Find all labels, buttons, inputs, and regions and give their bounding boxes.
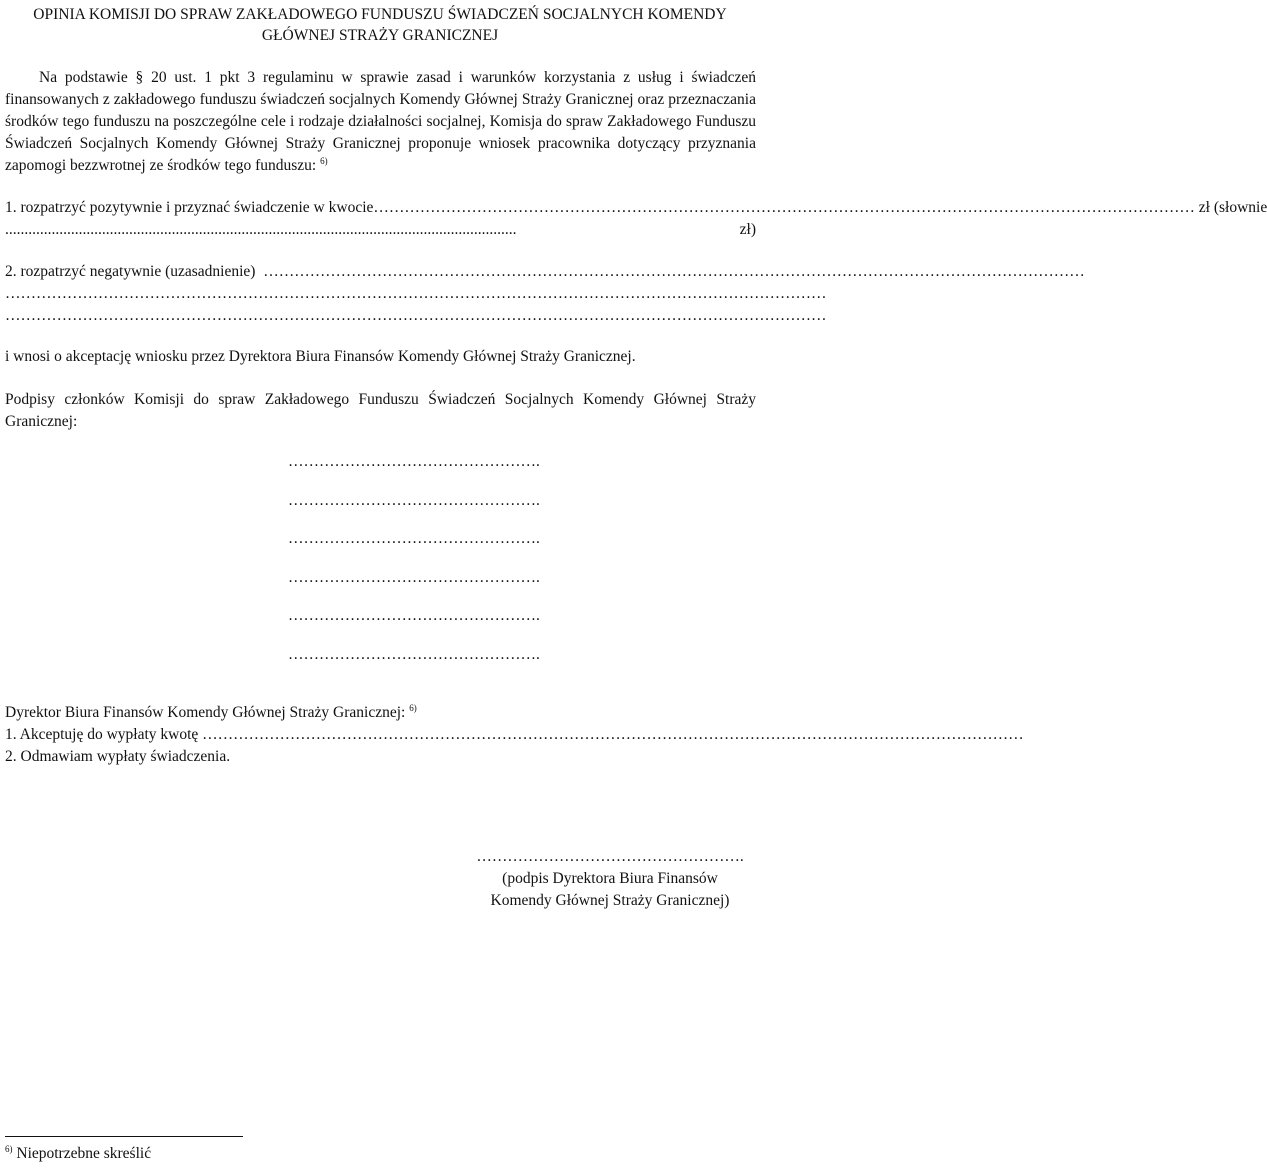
justification-line-3[interactable]: …………………………………………………………………………………………………………………………………………… — [5, 307, 827, 324]
signature-line[interactable]: …………………………………………. — [288, 530, 540, 547]
director-heading: Dyrektor Biura Finansów Komendy Głównej Straży Granicznej: $^{6)}$ — [5, 703, 417, 721]
director-section — [5, 702, 1024, 768]
title-line-2: GŁÓWNEJ STRAŻY GRANICZNEJ — [261, 27, 499, 44]
approved-amount-field[interactable]: …………………………………………………………………………………………………………………………………………… — [202, 726, 1024, 743]
option-2-line — [5, 261, 1085, 283]
amount-words-field[interactable]: .................................................................................................................................... — [5, 221, 517, 238]
signature-line[interactable]: …………………………………………. — [288, 453, 540, 470]
signature-line[interactable]: …………………………………………. — [288, 491, 540, 509]
amount-field[interactable]: …………………………………………………………………………………………………………………………………………… — [373, 199, 1195, 216]
statement-text: i wnosi o akceptację wniosku przez Dyrektora Biura Finansów Komendy Głównej Straży Granicznej. — [5, 348, 636, 365]
director-item-2: 2. Odmawiam wypłaty świadczenia. — [5, 748, 231, 765]
option-2-label: 2. rozpatrzyć negatywnie (uzasadnienie) — [5, 263, 256, 280]
page-title — [0, 4, 760, 46]
signatures-intro: Podpisy członków Komisji do spraw Zakładowego Funduszu Świadczeń Socjalnych Komendy Głównej Straży Granicznej: — [5, 391, 756, 430]
footnote-divider — [5, 1136, 243, 1137]
director-signature-block — [465, 846, 755, 912]
director-signature-caption-2: Komendy Głównej Straży Granicznej) — [490, 892, 730, 909]
signature-lines — [288, 452, 563, 683]
intro-paragraph — [5, 67, 756, 177]
director-item-1-label: 1. Akceptuję do wypłaty kwotę — [5, 726, 199, 743]
signature-line[interactable]: …………………………………………. — [288, 645, 540, 663]
director-footnote-ref: 6) — [409, 703, 417, 713]
option-1-currency: zł (słownie — [1198, 199, 1267, 216]
option-1-line — [5, 197, 1267, 219]
signature-line[interactable]: …………………………………………. — [288, 607, 540, 624]
option-1-words-line — [5, 219, 756, 241]
intro-text: Na podstawie § 20 ust. 1 pkt 3 regulaminu w sprawie zasad i warunków korzystania z usług i świadczeń finansowanych z zakładowego funduszu świadczeń socjalnych Komendy Głównej Straży Granicznej oraz przeznaczania środków tego funduszu na poszczególne cele i rodzaje działalności socjalnej, Komisja do spraw Zakładowego Funduszu Świadczeń Socjalnych Komendy Głównej Straży Granicznej proponuje wniosek pracownika dotyczący przyznania zapomogi bezzwrotnej ze środków tego funduszu: — [5, 69, 756, 174]
option-1-end: zł) — [739, 221, 756, 238]
title-line-1: OPINIA KOMISJI DO SPRAW ZAKŁADOWEGO FUNDUSZU ŚWIADCZEŃ SOCJALNYCH KOMENDY — [33, 6, 727, 23]
director-signature-caption-1: (podpis Dyrektora Biura Finansów — [502, 870, 718, 887]
footnote-marker: 6) — [5, 1144, 13, 1154]
justification-field[interactable]: …………………………………………………………………………………………………………………………………………… — [263, 263, 1085, 280]
footnote — [5, 1145, 151, 1163]
option-1-label: 1. rozpatrzyć pozytywnie i przyznać świadczenie w kwocie — [5, 199, 374, 216]
justification-line-2[interactable]: …………………………………………………………………………………………………………………………………………… — [5, 285, 827, 302]
intro-footnote-ref: 6) — [320, 156, 328, 166]
director-signature-line[interactable]: ……………………………………………. — [476, 848, 744, 865]
footnote-text: Niepotrzebne skreślić — [16, 1145, 152, 1162]
director-item-1 — [5, 724, 1024, 746]
signature-line[interactable]: …………………………………………. — [288, 568, 540, 586]
